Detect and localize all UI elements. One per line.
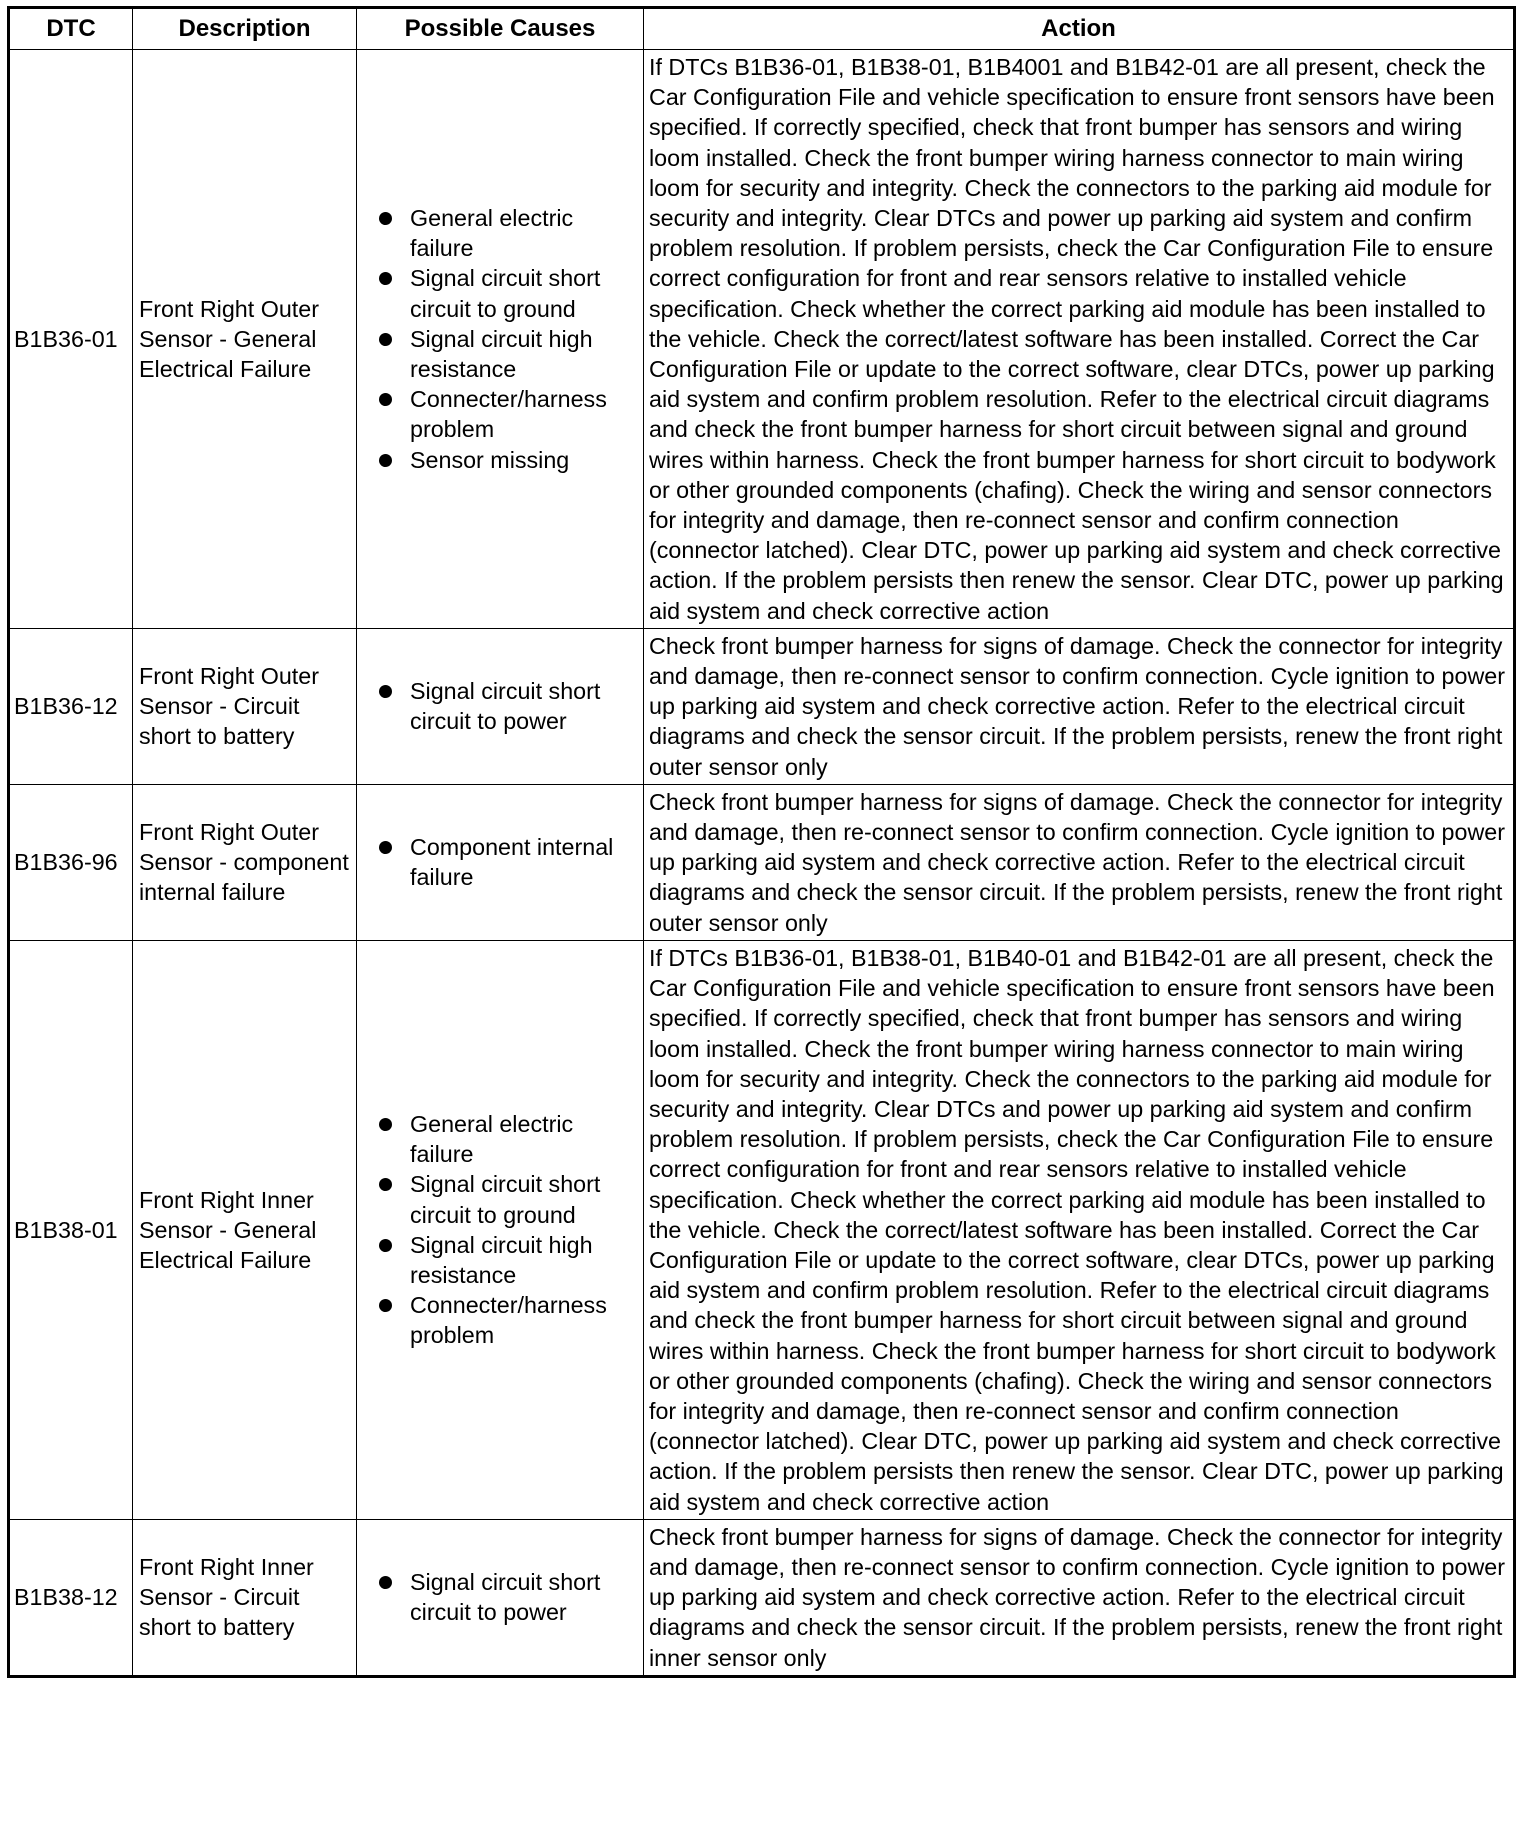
cause-text: Signal circuit short circuit to power <box>410 1569 601 1626</box>
possible-causes <box>357 1519 644 1676</box>
causes-list <box>365 203 639 475</box>
possible-causes <box>357 628 644 784</box>
dtc-code: B1B38-01 <box>9 940 133 1519</box>
header-possible-causes: Possible Causes <box>357 8 644 50</box>
dtc-code: B1B36-12 <box>9 628 133 784</box>
bullet-icon <box>379 272 392 285</box>
bullet-icon <box>379 841 392 854</box>
bullet-icon <box>379 333 392 346</box>
cause-item <box>365 832 639 892</box>
dtc-code: B1B38-12 <box>9 1519 133 1676</box>
dtc-code: B1B36-01 <box>9 50 133 629</box>
cause-text: Signal circuit high resistance <box>410 325 593 383</box>
action-text: Check front bumper harness for signs of damage. Check the connector for integrity and damage, then re-connect sensor to confirm connection. Cycle ignition to power up parking aid system and check corrective action. Refer to the electrical circuit diagrams and check the sensor circuit. If the problem persists, renew the front right inner sensor only <box>644 1519 1515 1676</box>
dtc-code: B1B36-96 <box>9 784 133 940</box>
dtc-table <box>7 6 1516 1678</box>
bullet-icon <box>379 1239 392 1252</box>
cause-item <box>365 1567 639 1627</box>
action-text: Check front bumper harness for signs of damage. Check the connector for integrity and damage, then re-connect sensor to confirm connection. Cycle ignition to power up parking aid system and check corrective action. Refer to the electrical circuit diagrams and check the sensor circuit. If the problem persists, renew the front right outer sensor only <box>644 628 1515 784</box>
header-description: Description <box>133 8 357 50</box>
cause-text: Signal circuit short circuit to power <box>410 678 601 735</box>
bullet-icon <box>379 1118 392 1131</box>
cause-text: Signal circuit short circuit to ground <box>410 1171 601 1228</box>
bullet-icon <box>379 1576 392 1589</box>
cause-text: Sensor missing <box>410 446 570 473</box>
cause-text: Signal circuit short circuit to ground <box>410 265 601 322</box>
action-text: Check front bumper harness for signs of damage. Check the connector for integrity and damage, then re-connect sensor to confirm connection. Cycle ignition to power up parking aid system and check corrective action. Refer to the electrical circuit diagrams and check the sensor circuit. If the problem persists, renew the front right outer sensor only <box>644 784 1515 940</box>
cause-text: Connecter/harness problem <box>410 386 607 443</box>
possible-causes <box>357 784 644 940</box>
bullet-icon <box>379 685 392 698</box>
causes-list <box>365 1109 639 1351</box>
cause-text: General electric failure <box>410 205 574 262</box>
cause-item <box>365 445 639 475</box>
table-row <box>9 1519 1515 1676</box>
table-row <box>9 940 1515 1519</box>
cause-item <box>365 203 639 263</box>
table-row <box>9 628 1515 784</box>
cause-item <box>365 1290 639 1350</box>
dtc-description: Front Right Inner Sensor - General Electrical Failure <box>133 940 357 1519</box>
action-text: If DTCs B1B36-01, B1B38-01, B1B4001 and B1B42-01 are all present, check the Car Configuration File and vehicle specification to ensure front sensors have been specified. If correctly specified, check that front bumper has sensors and wiring loom installed. Check the front bumper wiring harness connector to main wiring loom for security and integrity. Check the connectors to the parking aid module for security and integrity. Clear DTCs and power up parking aid system and confirm problem resolution. If problem persists, check the Car Configuration File to ensure correct configuration for front and rear sensors relative to installed vehicle specification. Check whether the correct parking aid module has been installed to the vehicle. Check the correct/latest software has been installed. Correct the Car Configuration File or update to the correct software, clear DTCs, power up parking aid system and confirm problem resolution. Refer to the electrical circuit diagrams and check the front bumper harness for short circuit between signal and ground wires within harness. Check the front bumper harness for short circuit to bodywork or other grounded components (chafing). Check the wiring and sensor connectors for integrity and damage, then re-connect sensor and confirm connection (connector latched). Clear DTC, power up parking aid system and check corrective action. If the problem persists then renew the sensor. Clear DTC, power up parking aid system and check corrective action <box>644 50 1515 629</box>
dtc-description: Front Right Outer Sensor - component internal failure <box>133 784 357 940</box>
bullet-icon <box>379 212 392 225</box>
cause-text: General electric failure <box>410 1111 574 1168</box>
table-row <box>9 50 1515 629</box>
action-text: If DTCs B1B36-01, B1B38-01, B1B40-01 and B1B42-01 are all present, check the Car Configuration File and vehicle specification to ensure front sensors have been specified. If correctly specified, check that front bumper has sensors and wiring loom installed. Check the front bumper wiring harness connector to main wiring loom for security and integrity. Check the connectors to the parking aid module for security and integrity. Clear DTCs and power up parking aid system and confirm problem resolution. If problem persists, check the Car Configuration File to ensure correct configuration for front and rear sensors relative to installed vehicle specification. Check whether the correct parking aid module has been installed to the vehicle. Check the correct/latest software has been installed. Correct the Car Configuration File or update to the correct software, clear DTCs, power up parking aid system and confirm problem resolution. Refer to the electrical circuit diagrams and check the front bumper harness for short circuit between signal and ground wires within harness. Check the front bumper harness for short circuit to bodywork or other grounded components (chafing). Check the wiring and sensor connectors for integrity and damage, then re-connect sensor and confirm connection (connector latched). Clear DTC, power up parking aid system and check corrective action. If the problem persists then renew the sensor. Clear DTC, power up parking aid system and check corrective action <box>644 940 1515 1519</box>
header-action: Action <box>644 8 1515 50</box>
bullet-icon <box>379 393 392 406</box>
cause-item <box>365 676 639 736</box>
possible-causes <box>357 50 644 629</box>
bullet-icon <box>379 1178 392 1191</box>
cause-item <box>365 1109 639 1169</box>
cause-item <box>365 324 639 384</box>
header-dtc: DTC <box>9 8 133 50</box>
table-header-row <box>9 8 1515 50</box>
cause-text: Connecter/harness problem <box>410 1292 607 1349</box>
dtc-description: Front Right Inner Sensor - Circuit short to battery <box>133 1519 357 1676</box>
causes-list <box>365 1567 639 1627</box>
causes-list <box>365 832 639 892</box>
cause-item <box>365 263 639 323</box>
dtc-description: Front Right Outer Sensor - General Electrical Failure <box>133 50 357 629</box>
possible-causes <box>357 940 644 1519</box>
cause-item <box>365 1169 639 1229</box>
dtc-description: Front Right Outer Sensor - Circuit short to battery <box>133 628 357 784</box>
cause-item <box>365 384 639 444</box>
causes-list <box>365 676 639 736</box>
bullet-icon <box>379 454 392 467</box>
cause-text: Signal circuit high resistance <box>410 1231 593 1289</box>
table-row <box>9 784 1515 940</box>
cause-item <box>365 1230 639 1290</box>
bullet-icon <box>379 1299 392 1312</box>
cause-text: Component internal failure <box>410 834 614 891</box>
